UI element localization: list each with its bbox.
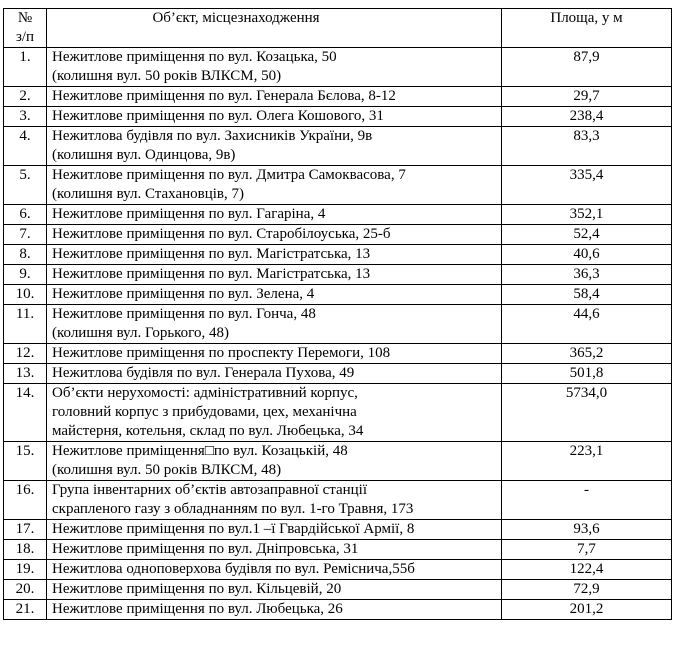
table-row <box>4 540 672 560</box>
row-number: 21. <box>4 600 47 620</box>
row-number: 11. <box>4 305 47 344</box>
row-area: 58,4 <box>502 285 672 305</box>
row-area: 7,7 <box>502 540 672 560</box>
object-line: Нежитлова одноповерхова будівля по вул. Ремісничa,55б <box>52 561 415 577</box>
object-line: (колишня вул. Одинцова, 9в) <box>52 147 236 163</box>
row-area: 72,9 <box>502 580 672 600</box>
row-object <box>47 520 502 540</box>
object-line: майстерня, котельня, склад по вул. Любецька, 34 <box>52 423 364 439</box>
row-area: - <box>502 481 672 520</box>
row-area: 36,3 <box>502 265 672 285</box>
object-line: Нежитлове приміщення по вул. Магістратська, 13 <box>52 246 371 262</box>
row-object <box>47 245 502 265</box>
row-number: 19. <box>4 560 47 580</box>
table-row <box>4 600 672 620</box>
object-line: Нежитлове приміщення по вул. Козацька, 50 <box>52 49 337 65</box>
row-number: 20. <box>4 580 47 600</box>
object-line: Нежитлове приміщення по вул. Зелена, 4 <box>52 286 315 302</box>
row-object <box>47 265 502 285</box>
row-number: 4. <box>4 127 47 166</box>
header-area: Площа, у м <box>502 9 672 48</box>
table-row <box>4 344 672 364</box>
object-line: Нежитлове приміщення по вул. Гонча, 48 <box>52 306 316 322</box>
object-line: Група інвентарних об’єктів автозаправної станції <box>52 482 368 498</box>
table-row <box>4 384 672 442</box>
object-line: Нежитлове приміщення по вул. Генерала Бєлова, 8-12 <box>52 88 396 104</box>
header-number-abbrev: з/п <box>15 29 35 45</box>
row-area: 87,9 <box>502 48 672 87</box>
row-number: 5. <box>4 166 47 205</box>
object-line: (колишня вул. Стахановців, 7) <box>52 186 245 202</box>
table-row <box>4 305 672 344</box>
object-line: (колишня вул. Горького, 48) <box>52 325 229 341</box>
object-line: (колишня вул. 50 років ВЛКСМ, 50) <box>52 68 282 84</box>
row-object <box>47 87 502 107</box>
table-row <box>4 580 672 600</box>
row-area: 83,3 <box>502 127 672 166</box>
header-number-symbol: № <box>17 10 33 26</box>
row-area: 122,4 <box>502 560 672 580</box>
table-body <box>4 48 672 620</box>
row-number: 7. <box>4 225 47 245</box>
row-area: 352,1 <box>502 205 672 225</box>
object-line: Нежитлове приміщення по вул.1 –ї Гвардійської Армії, 8 <box>52 521 415 537</box>
table-row <box>4 225 672 245</box>
row-area: 501,8 <box>502 364 672 384</box>
object-line: Нежитлове приміщення□по вул. Козацькій, 48 <box>52 443 348 459</box>
object-line: Нежитлове приміщення по вул. Олега Кошового, 31 <box>52 108 384 124</box>
row-number: 2. <box>4 87 47 107</box>
row-object <box>47 127 502 166</box>
object-line: Нежитлове приміщення по вул. Дніпровська, 31 <box>52 541 359 557</box>
object-line: Нежитлове приміщення по вул. Дмитра Самоквасова, 7 <box>52 167 406 183</box>
object-line: Нежитлове приміщення по вул. Гагаріна, 4 <box>52 206 326 222</box>
object-line: Нежитлове приміщення по вул. Магістратська, 13 <box>52 266 371 282</box>
row-number: 10. <box>4 285 47 305</box>
row-object <box>47 384 502 442</box>
row-area: 40,6 <box>502 245 672 265</box>
row-number: 14. <box>4 384 47 442</box>
table-row <box>4 285 672 305</box>
header-object: Об’єкт, місцезнаходження <box>47 9 502 48</box>
row-object <box>47 305 502 344</box>
row-object <box>47 166 502 205</box>
row-area: 238,4 <box>502 107 672 127</box>
row-number: 1. <box>4 48 47 87</box>
row-number: 13. <box>4 364 47 384</box>
table-row <box>4 48 672 87</box>
object-line: Нежитлова будівля по вул. Захисників України, 9в <box>52 128 373 144</box>
table-row <box>4 127 672 166</box>
object-line: Нежитлове приміщення по проспекту Перемоги, 108 <box>52 345 391 361</box>
object-line: скрапленого газу з обладнанням по вул. 1-го Травня, 173 <box>52 501 414 517</box>
row-area: 29,7 <box>502 87 672 107</box>
row-number: 8. <box>4 245 47 265</box>
table-row <box>4 520 672 540</box>
header-number <box>4 9 47 48</box>
table-row <box>4 364 672 384</box>
property-table <box>3 8 672 620</box>
row-object <box>47 285 502 305</box>
row-object <box>47 225 502 245</box>
row-area: 335,4 <box>502 166 672 205</box>
object-line: Нежитлове приміщення по вул. Любецька, 26 <box>52 601 343 617</box>
row-object <box>47 560 502 580</box>
row-object <box>47 107 502 127</box>
object-line: Об’єкти нерухомості: адміністративний корпус, <box>52 385 358 401</box>
table-row <box>4 205 672 225</box>
row-number: 15. <box>4 442 47 481</box>
table-row <box>4 107 672 127</box>
row-object <box>47 540 502 560</box>
table-row <box>4 245 672 265</box>
row-number: 18. <box>4 540 47 560</box>
row-number: 12. <box>4 344 47 364</box>
row-number: 9. <box>4 265 47 285</box>
header-row <box>4 9 672 48</box>
row-area: 5734,0 <box>502 384 672 442</box>
row-object <box>47 442 502 481</box>
table-row <box>4 166 672 205</box>
object-line: Нежитлова будівля по вул. Генерала Пухова, 49 <box>52 365 355 381</box>
row-object <box>47 364 502 384</box>
row-area: 365,2 <box>502 344 672 364</box>
table-header <box>4 9 672 48</box>
row-number: 6. <box>4 205 47 225</box>
row-object <box>47 205 502 225</box>
object-line: (колишня вул. 50 років ВЛКСМ, 48) <box>52 462 282 478</box>
row-area: 93,6 <box>502 520 672 540</box>
object-line: Нежитлове приміщення по вул. Кільцевій, 20 <box>52 581 342 597</box>
document-page <box>3 8 672 620</box>
row-area: 223,1 <box>502 442 672 481</box>
row-object <box>47 481 502 520</box>
row-area: 52,4 <box>502 225 672 245</box>
object-line: Нежитлове приміщення по вул. Старобілоуська, 25-б <box>52 226 391 242</box>
row-number: 17. <box>4 520 47 540</box>
table-row <box>4 87 672 107</box>
table-row <box>4 560 672 580</box>
table-row <box>4 442 672 481</box>
row-number: 16. <box>4 481 47 520</box>
row-number: 3. <box>4 107 47 127</box>
row-area: 44,6 <box>502 305 672 344</box>
table-row <box>4 265 672 285</box>
row-object <box>47 344 502 364</box>
table-row <box>4 481 672 520</box>
row-object <box>47 48 502 87</box>
row-object <box>47 600 502 620</box>
row-area: 201,2 <box>502 600 672 620</box>
object-line: головний корпус з прибудовами, цех, механічна <box>52 404 357 420</box>
row-object <box>47 580 502 600</box>
